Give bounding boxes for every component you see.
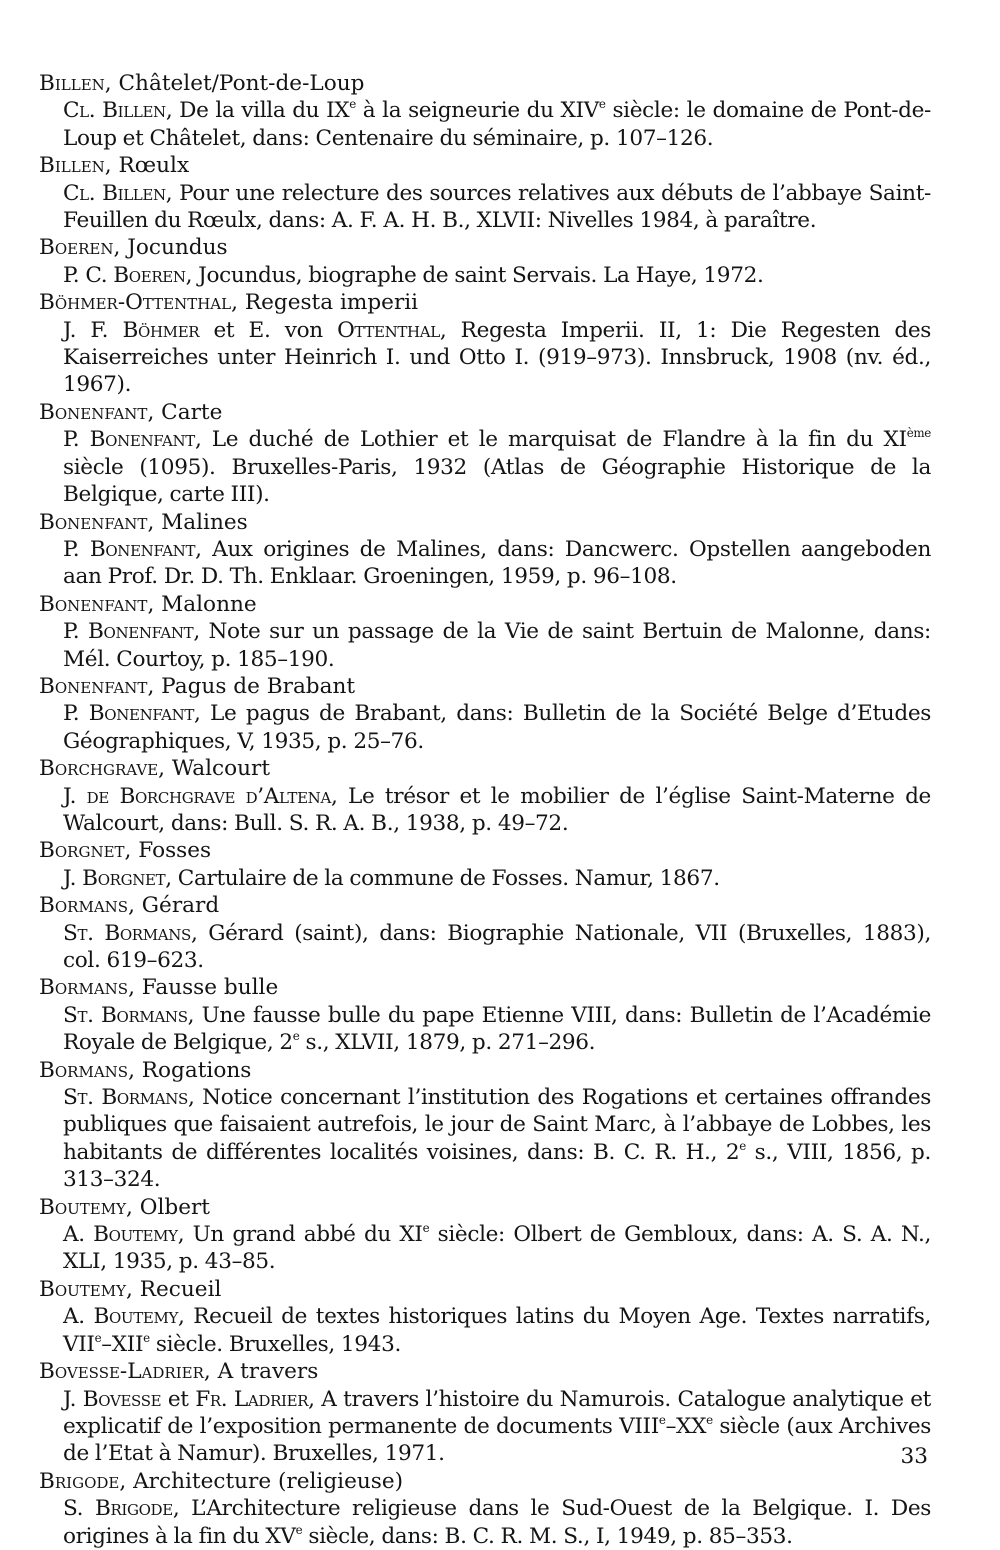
entry-short-title: Gérard (141, 893, 220, 919)
bibliography-entry (39, 974, 931, 1056)
entry-citation: St. Bormans, Une fausse bulle du pape Etienne VIII, dans: Bulletin de l’Académie Royale de Belgique, 2e s., XLVII, 1879, p. 271–296. (63, 1002, 931, 1056)
bibliography-entry (39, 1057, 931, 1194)
entry-short-name: Brigode (39, 1468, 120, 1494)
author-name: Böhmer (122, 317, 200, 343)
entry-short-name: Boeren (39, 235, 114, 261)
entry-heading: Borchgrave, Walcourt (39, 756, 271, 782)
entry-short-title: Rœulx (118, 153, 190, 179)
entry-short-name: Boutemy (39, 1194, 127, 1220)
entry-citation: P. Bonenfant, Le duché de Lothier et le marquisat de Flandre à la fin du XIème siècle (1095). Bruxelles-Paris, 1932 (Atlas de Géographie Historique de la Belgique, carte III). (63, 426, 931, 508)
author-name: Bonenfant (89, 427, 195, 453)
entry-heading: Bonenfant, Pagus de Brabant (39, 673, 356, 699)
entry-heading: Billen, Châtelet/Pont-de-Loup (39, 71, 365, 96)
superscript: e (422, 1221, 430, 1236)
author-name: Boeren (113, 262, 186, 288)
bibliography-entry (39, 755, 931, 837)
bibliography-entry (39, 399, 931, 509)
entry-citation: St. Bormans, Gérard (saint), dans: Biographie Nationale, VII (Bruxelles, 1883), col. 619–623. (63, 920, 931, 973)
bibliography-entry (39, 152, 931, 234)
bibliography-entry (39, 673, 931, 755)
entry-short-name: Bovesse-Ladrier (39, 1359, 204, 1385)
entry-short-name: Bonenfant (39, 591, 148, 617)
entry-short-title: Châtelet/Pont-de-Loup (118, 71, 365, 96)
entry-heading: Bormans, Gérard (39, 893, 220, 919)
entry-citation: P. Bonenfant, Le pagus de Brabant, dans: Bulletin de la Société Belge d’Etudes Géographiques, V, 1935, p. 25–76. (63, 701, 931, 754)
author-name: St. Bormans (63, 920, 191, 946)
bibliography-entry (39, 837, 931, 892)
entry-citation: J. F. Böhmer et E. von Ottenthal, Regesta Imperii. II, 1: Die Regesten des Kaiserreiches unter Heinrich I. und Otto I. (919–973). Innsbruck, 1908 (nv. éd., 1967). (63, 317, 931, 398)
entry-short-title: Carte (161, 399, 223, 425)
entry-short-title: Jocundus (127, 235, 228, 261)
entry-citation: P. Bonenfant, Note sur un passage de la Vie de saint Bertuin de Malonne, dans: Mél. Courtoy, p. 185–190. (63, 619, 931, 672)
author-name: Boutemy (93, 1222, 178, 1248)
entry-citation: A. Boutemy, Recueil de textes historiques latins du Moyen Age. Textes narratifs, VIIe–XIIe siècle. Bruxelles, 1943. (63, 1304, 931, 1357)
entry-short-name: Billen (39, 153, 105, 179)
entry-citation: Cl. Billen, De la villa du IXe à la seigneurie du XIVe siècle: le domaine de Pont-de-Loup et Châtelet, dans: Centenaire du séminaire, p. 107–126. (63, 97, 931, 151)
author-name: Ottenthal (337, 317, 440, 343)
superscript: e (143, 1330, 150, 1345)
entry-short-title: Walcourt (171, 756, 271, 782)
entry-heading: Boeren, Jocundus (39, 235, 228, 261)
page-number: 33 (900, 1444, 928, 1469)
entry-heading: Borgnet, Fosses (39, 838, 212, 864)
entry-heading: Boutemy, Recueil (39, 1276, 222, 1302)
author-name: de Borchgrave d’Altena (86, 783, 331, 809)
bibliography-entry (39, 892, 931, 974)
entry-short-title: A travers (217, 1359, 319, 1385)
entry-short-title: Recueil (139, 1276, 222, 1302)
entry-short-title: Regesta imperii (244, 290, 419, 316)
author-name: Bonenfant (88, 701, 195, 727)
author-name: St. Bormans (63, 1085, 188, 1111)
entry-short-title: Malines (161, 509, 248, 535)
author-name: Bonenfant (89, 536, 196, 562)
entry-citation: J. de Borchgrave d’Altena, Le trésor et le mobilier de l’église Saint-Materne de Walcourt, dans: Bull. S. R. A. B., 1938, p. 49–72. (63, 783, 931, 836)
bibliography-list (39, 70, 931, 1550)
entry-heading: Bovesse-Ladrier, A travers (39, 1359, 319, 1385)
entry-heading: Bormans, Rogations (39, 1057, 252, 1083)
author-name: Brigode (94, 1496, 173, 1522)
entry-heading: Boutemy, Olbert (39, 1194, 210, 1220)
author-name: Boutemy (93, 1304, 179, 1330)
bibliography-entry (39, 1468, 931, 1550)
entry-citation: St. Bormans, Notice concernant l’institution des Rogations et certaines offrandes publiques que faisaient autrefois, le jour de Saint Marc, à l’abbaye de Lobbes, les habitants de différentes localités voisines, dans: B. C. R. H., 2e s., VIII, 1856, p. 313–324. (63, 1085, 932, 1193)
bibliography-entry (39, 70, 931, 152)
entry-heading: Böhmer-Ottenthal, Regesta imperii (39, 290, 419, 316)
entry-short-name: Bormans (39, 893, 129, 919)
entry-short-title: Olbert (139, 1194, 210, 1220)
author-name: Cl. Billen (63, 98, 166, 124)
entry-citation: P. C. Boeren, Jocundus, biographe de saint Servais. La Haye, 1972. (63, 262, 764, 288)
bibliography-entry (39, 289, 931, 399)
entry-short-title: Rogations (141, 1057, 252, 1083)
entry-short-title: Fosses (138, 838, 212, 864)
author-name: Borgnet (82, 865, 166, 891)
entry-short-name: Borchgrave (39, 756, 159, 782)
entry-citation: J. Borgnet, Cartulaire de la commune de Fosses. Namur, 1867. (63, 865, 720, 891)
superscript: e (295, 1522, 303, 1537)
entry-short-name: Böhmer-Ottenthal (39, 290, 232, 316)
entry-citation: A. Boutemy, Un grand abbé du XIe siècle: Olbert de Gembloux, dans: A. S. A. N., XLI, 1935, p. 43–85. (63, 1221, 932, 1275)
entry-short-name: Bonenfant (39, 399, 148, 425)
entry-short-name: Bormans (39, 975, 129, 1001)
entry-short-name: Billen (39, 71, 105, 96)
superscript: e (94, 1330, 102, 1345)
entry-citation: Cl. Billen, Pour une relecture des sources relatives aux débuts de l’abbaye Saint-Feuillen du Rœulx, dans: A. F. A. H. B., XLVII: Nivelles 1984, à paraître. (63, 180, 931, 234)
entry-short-title: Pagus de Brabant (161, 673, 356, 699)
superscript: e (598, 97, 606, 112)
entry-heading: Bonenfant, Carte (39, 399, 223, 425)
author-name: St. Bormans (63, 1002, 188, 1028)
entry-citation: S. Brigode, L’Architecture religieuse dans le Sud-Ouest de la Belgique. I. Des origines à la fin du XVe siècle, dans: B. C. R. M. S., I, 1949, p. 85–353. (63, 1496, 932, 1549)
entry-short-title: Fausse bulle (141, 975, 279, 1001)
entry-short-title: Architecture (religieuse) (133, 1468, 404, 1494)
entry-short-name: Bonenfant (39, 509, 148, 535)
superscript: e (349, 97, 356, 112)
bibliography-entry (39, 1194, 931, 1276)
entry-heading: Brigode, Architecture (religieuse) (39, 1468, 404, 1494)
entry-heading: Bonenfant, Malonne (39, 591, 257, 617)
author-name: Fr. Ladrier (195, 1386, 309, 1412)
entry-short-title: Malonne (161, 591, 257, 617)
entry-short-name: Bonenfant (39, 673, 148, 699)
bibliography-entry (39, 234, 931, 289)
entry-citation: P. Bonenfant, Aux origines de Malines, dans: Dancwerc. Opstellen aangeboden aan Prof. Dr. D. Th. Enklaar. Groeningen, 1959, p. 96–108. (63, 536, 931, 590)
superscript: e (739, 1138, 746, 1153)
entry-heading: Billen, Rœulx (39, 153, 190, 179)
superscript: e (658, 1413, 666, 1427)
superscript: ème (906, 426, 931, 441)
author-name: Cl. Billen (63, 180, 166, 206)
bibliography-entry (39, 1358, 931, 1468)
entry-citation: J. Bovesse et Fr. Ladrier, A travers l’histoire du Namurois. Catalogue analytique et explicatif de l’exposition permanente de documents VIIIe–XXe siècle (aux Archives de l’Etat à Namur). Bruxelles, 1971. (63, 1386, 932, 1467)
entry-short-name: Boutemy (39, 1276, 127, 1302)
superscript: e (292, 1029, 300, 1044)
bibliography-entry (39, 1276, 931, 1358)
author-name: Bonenfant (88, 619, 194, 645)
bibliography-entry (39, 591, 931, 673)
entry-short-name: Borgnet (39, 838, 125, 864)
entry-heading: Bonenfant, Malines (39, 509, 248, 535)
bibliography-entry (39, 509, 931, 591)
author-name: Bovesse (82, 1386, 162, 1412)
entry-short-name: Bormans (39, 1057, 129, 1083)
entry-heading: Bormans, Fausse bulle (39, 975, 279, 1001)
superscript: e (706, 1413, 713, 1427)
